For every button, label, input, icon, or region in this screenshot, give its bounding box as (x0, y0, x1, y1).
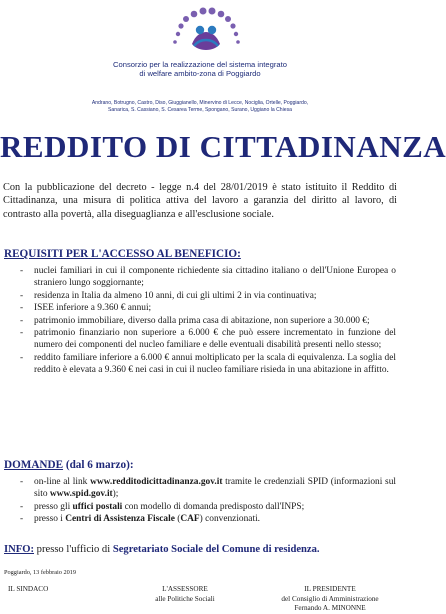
info-label: INFO: (4, 544, 35, 555)
signature-mayor: IL SINDACO (8, 585, 49, 593)
info-text: presso l'ufficio di (34, 544, 113, 555)
towns-line1: Andrano, Botrugno, Castro, Diso, Giuggianello, Minervino di Lecce, Nociglia, Ortelle, Poggiardo, (91, 100, 309, 106)
signature-assessor: L'ASSESSORE alle Politiche Sociali (155, 585, 215, 603)
applications-list (0, 476, 396, 526)
redditodicittadinanza-link[interactable]: www.redditodicittadinanza.gov.it (90, 477, 223, 487)
applications-heading-text: DOMANDE (4, 459, 64, 471)
list-item: - residenza in Italia da almeno 10 anni, di cui gli ultimi 2 in via continuativa; (20, 290, 317, 301)
list-item: - presso i Centri di Assistenza Fiscale (CAF) convenzionati. (20, 514, 261, 525)
page-title: REDDITO DI CITTADINANZA (0, 129, 446, 164)
intro-paragraph: Con la pubblicazione del decreto - legge n.4 del 28/01/2019 è stato istituito il Reddito di Cittadinanza, una misura di politica attiva del lavoro a garanzia del diritto al lavoro, di contrasto alla povertà, alla diseguaglianza e all'esclusione sociale. (3, 182, 397, 220)
info-office: Segretariato Sociale del Comune di residenza. (112, 544, 320, 555)
consortium-name (20, 60, 380, 78)
towns-line2: Sanarica, S. Cassiano, S. Cesarea Terme, Spongano, Surano, Uggiano la Chiesa (108, 107, 292, 113)
applications-heading-suffix: (dal 6 marzo): (63, 459, 134, 471)
signature-president: IL PRESIDENTE del Consiglio di Amministrazione Fernando A. MINONNE (281, 585, 379, 613)
consortium-line1: Consorzio per la realizzazione del sistema integrato (113, 60, 287, 69)
info-line (4, 543, 320, 557)
list-item: - patrimonio finanziario non superiore a 6.000 € che può essere incrementato in funzione del numero dei componenti del nucleo familiare e delle eventuali disabilità presenti nello stesso; (20, 328, 396, 351)
list-item: - ISEE inferiore a 9.360 € annui; (20, 303, 152, 314)
issue-date: Poggiardo, 13 febbraio 2019 (4, 569, 77, 576)
list-item: - presso gli uffici postali con modello di domanda predisposto dall'INPS; (20, 501, 305, 512)
member-towns (18, 100, 382, 114)
requirements-list (0, 265, 396, 377)
requirements-heading-text: REQUISITI PER L'ACCESSO AL BENEFICIO: (4, 248, 241, 260)
spid-link[interactable]: www.spid.gov.it (49, 489, 113, 500)
list-item: - reddito familiare inferiore a 6.000 € annui moltiplicato per la scala di equivalenza. La soglia del reddito è elevata a 9.360 € nei casi in cui il nucleo familiare risieda in una abitazione in affitto. (20, 352, 396, 376)
requirements-heading (4, 247, 241, 261)
applications-heading (4, 458, 134, 472)
list-item: - patrimonio immobiliare, diverso dalla prima casa di abitazione, non superiore a 30.000 €; (20, 315, 370, 326)
list-item: - nuclei familiari in cui il componente richiedente sia cittadino italiano o dell'Unione Europea o straniero lungo soggiornante; (20, 266, 396, 289)
consortium-line2: di welfare ambito-zona di Poggiardo (139, 69, 261, 78)
list-item: - on-line al link www.redditodicittadinanza.gov.it tramite le credenziali SPID (informazioni sul sito www.spid.gov.it); (20, 477, 396, 500)
consortium-logo-icon (170, 6, 242, 54)
